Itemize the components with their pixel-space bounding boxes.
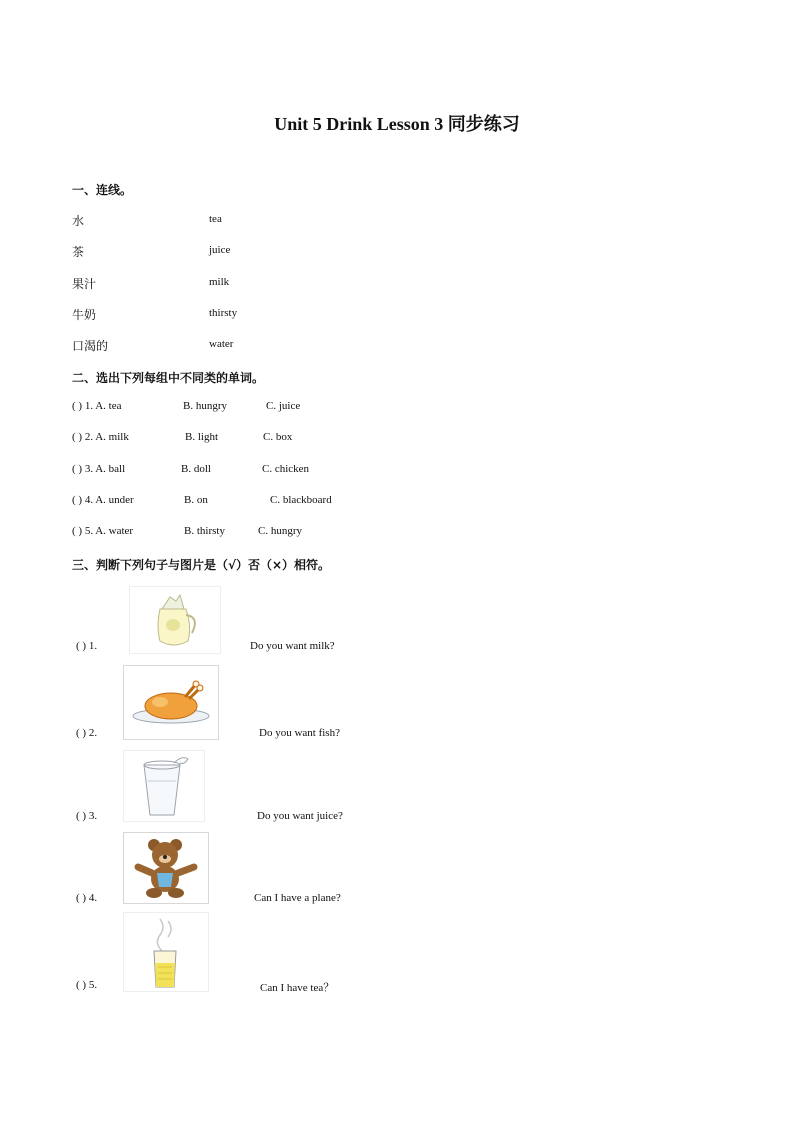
question-sentence: Do you want fish? (259, 727, 340, 739)
english-word: thirsty (209, 307, 238, 319)
answer-blank: ( ) 4. (76, 892, 98, 904)
question-option-a: ( ) 3. A. ball (72, 463, 126, 475)
teddy-bear-icon (123, 832, 209, 904)
chinese-word: 牛奶 (72, 308, 97, 322)
page-title: Unit 5 Drink Lesson 3 同步练习 (274, 114, 520, 134)
question-option-b: B. doll (181, 463, 211, 475)
question-sentence: Do you want milk? (250, 640, 335, 652)
question-option-b: B. on (184, 494, 208, 506)
question-option-a: ( ) 2. A. milk (72, 431, 129, 443)
question-option-c: C. blackboard (270, 494, 332, 506)
question-sentence: Do you want juice? (257, 810, 343, 822)
question-option-b: B. thirsty (184, 525, 225, 537)
milk-jug-icon (129, 586, 221, 654)
english-word: tea (209, 213, 222, 225)
question-option-a: ( ) 1. A. tea (72, 400, 122, 412)
question-option-c: C. juice (266, 400, 301, 412)
answer-blank: ( ) 3. (76, 810, 98, 822)
question-option-c: C. chicken (262, 463, 310, 475)
water-glass-icon (123, 750, 205, 822)
roast-chicken-icon (123, 665, 219, 740)
section-1-heading: 一、连线。 (72, 183, 133, 197)
english-word: juice (209, 244, 231, 256)
answer-blank: ( ) 5. (76, 979, 98, 991)
question-option-c: C. box (263, 431, 293, 443)
question-option-a: ( ) 4. A. under (72, 494, 134, 506)
english-word: milk (209, 276, 230, 288)
chinese-word: 果汁 (72, 277, 97, 291)
question-option-b: B. light (185, 431, 219, 443)
question-option-a: ( ) 5. A. water (72, 525, 134, 537)
english-word: water (209, 338, 234, 350)
chinese-word: 水 (72, 214, 85, 228)
question-sentence: Can I have tea？ (260, 982, 335, 994)
tea-glass-icon (123, 912, 209, 992)
section-3-heading: 三、判断下列句子与图片是（√）否（×）相符。 (72, 558, 331, 572)
chinese-word: 口渴的 (72, 339, 109, 353)
section-2-heading: 二、选出下列每组中不同类的单词。 (72, 371, 265, 385)
question-option-b: B. hungry (183, 400, 227, 412)
question-option-c: C. hungry (258, 525, 302, 537)
answer-blank: ( ) 2. (76, 727, 98, 739)
answer-blank: ( ) 1. (76, 640, 98, 652)
question-sentence: Can I have a plane? (254, 892, 341, 904)
chinese-word: 茶 (72, 245, 85, 259)
